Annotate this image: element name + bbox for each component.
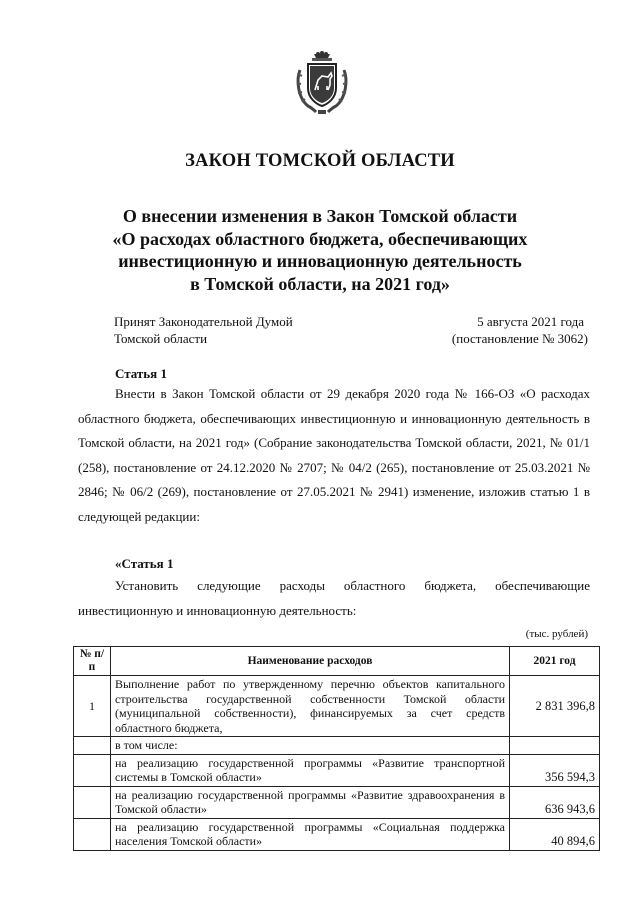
- row-expense-name: на реализацию государственной программы «Развитие транспортной системы в Томской области»: [111, 754, 510, 786]
- quoted-article-heading: «Статья 1: [115, 556, 174, 571]
- law-subtitle: [60, 205, 580, 295]
- subtitle-line: О внесении изменения в Закон Томской области: [122, 206, 518, 226]
- table-row: [74, 676, 600, 737]
- row-amount: [510, 737, 600, 755]
- adoption-date: 5 августа 2021 года: [477, 314, 584, 329]
- row-expense-name: в том числе:: [111, 737, 510, 755]
- table-row: [74, 818, 600, 850]
- adoption-details: [452, 313, 588, 347]
- row-number: 1: [74, 676, 111, 737]
- law-title: ЗАКОН ТОМСКОЙ ОБЛАСТИ: [185, 151, 455, 171]
- header-year: 2021 год: [510, 647, 600, 676]
- row-amount: 40 894,6: [510, 818, 600, 850]
- subtitle-line: в Томской области, на 2021 год»: [190, 273, 450, 294]
- table-row: [74, 786, 600, 818]
- row-expense-name: Выполнение работ по утвержденному перечню объектов капитального строительства государственной собственности Томской области (муниципальной собственности), финансируемых за счет средств областного бюджета,: [111, 676, 510, 737]
- row-expense-name: на реализацию государственной программы «Социальная поддержка населения Томской области»: [111, 818, 510, 850]
- units-note: (тыс. рублей): [525, 628, 588, 640]
- quoted-article-body: Установить следующие расходы областного бюджета, обеспечивающие инвестиционную и инновационную деятельность:: [78, 578, 590, 618]
- header-expense-name: Наименование расходов: [111, 647, 510, 676]
- row-amount: 356 594,3: [510, 754, 600, 786]
- row-amount: 2 831 396,8: [510, 676, 600, 737]
- subtitle-line: «О расходах областного бюджета, обеспечивающих: [112, 228, 528, 249]
- adoption-resolution: (постановление № 3062): [451, 331, 588, 346]
- adopted-by-line: Принят Законодательной Думой: [114, 314, 293, 329]
- row-amount: 636 943,6: [510, 786, 600, 818]
- expenses-table: [73, 646, 600, 851]
- row-number: [74, 818, 111, 850]
- adopted-by-line: Томской области: [114, 331, 208, 346]
- subtitle-line: инвестиционную и инновационную деятельность: [118, 251, 522, 271]
- row-expense-name: на реализацию государственной программы «Развитие здравоохранения в Томской области»: [111, 786, 510, 818]
- tomsk-coat-of-arms-icon: [294, 50, 350, 116]
- adopted-by: [114, 313, 293, 347]
- row-number: [74, 754, 111, 786]
- article-heading: Статья 1: [115, 366, 167, 381]
- table-row: [74, 737, 600, 755]
- table-row: [74, 754, 600, 786]
- header-number: № п/п: [74, 647, 111, 676]
- row-number: [74, 737, 111, 755]
- table-header-row: [74, 647, 600, 676]
- article-body: Внести в Закон Томской области от 29 декабря 2020 года № 166-ОЗ «О расходах областного бюджета, обеспечивающих инвестиционную и инновационную деятельность в Томской области, на 2021 год» (Собрание законодательства Томской области, 2021, № 01/1 (258), постановление от 24.12.2020 № 2707; № 04/2 (265), постановление от 25.03.2021 № 2846; № 06/2 (269), постановление от 27.05.2021 № 2941) изменение, изложив статью 1 в следующей редакции:: [78, 386, 590, 524]
- row-number: [74, 786, 111, 818]
